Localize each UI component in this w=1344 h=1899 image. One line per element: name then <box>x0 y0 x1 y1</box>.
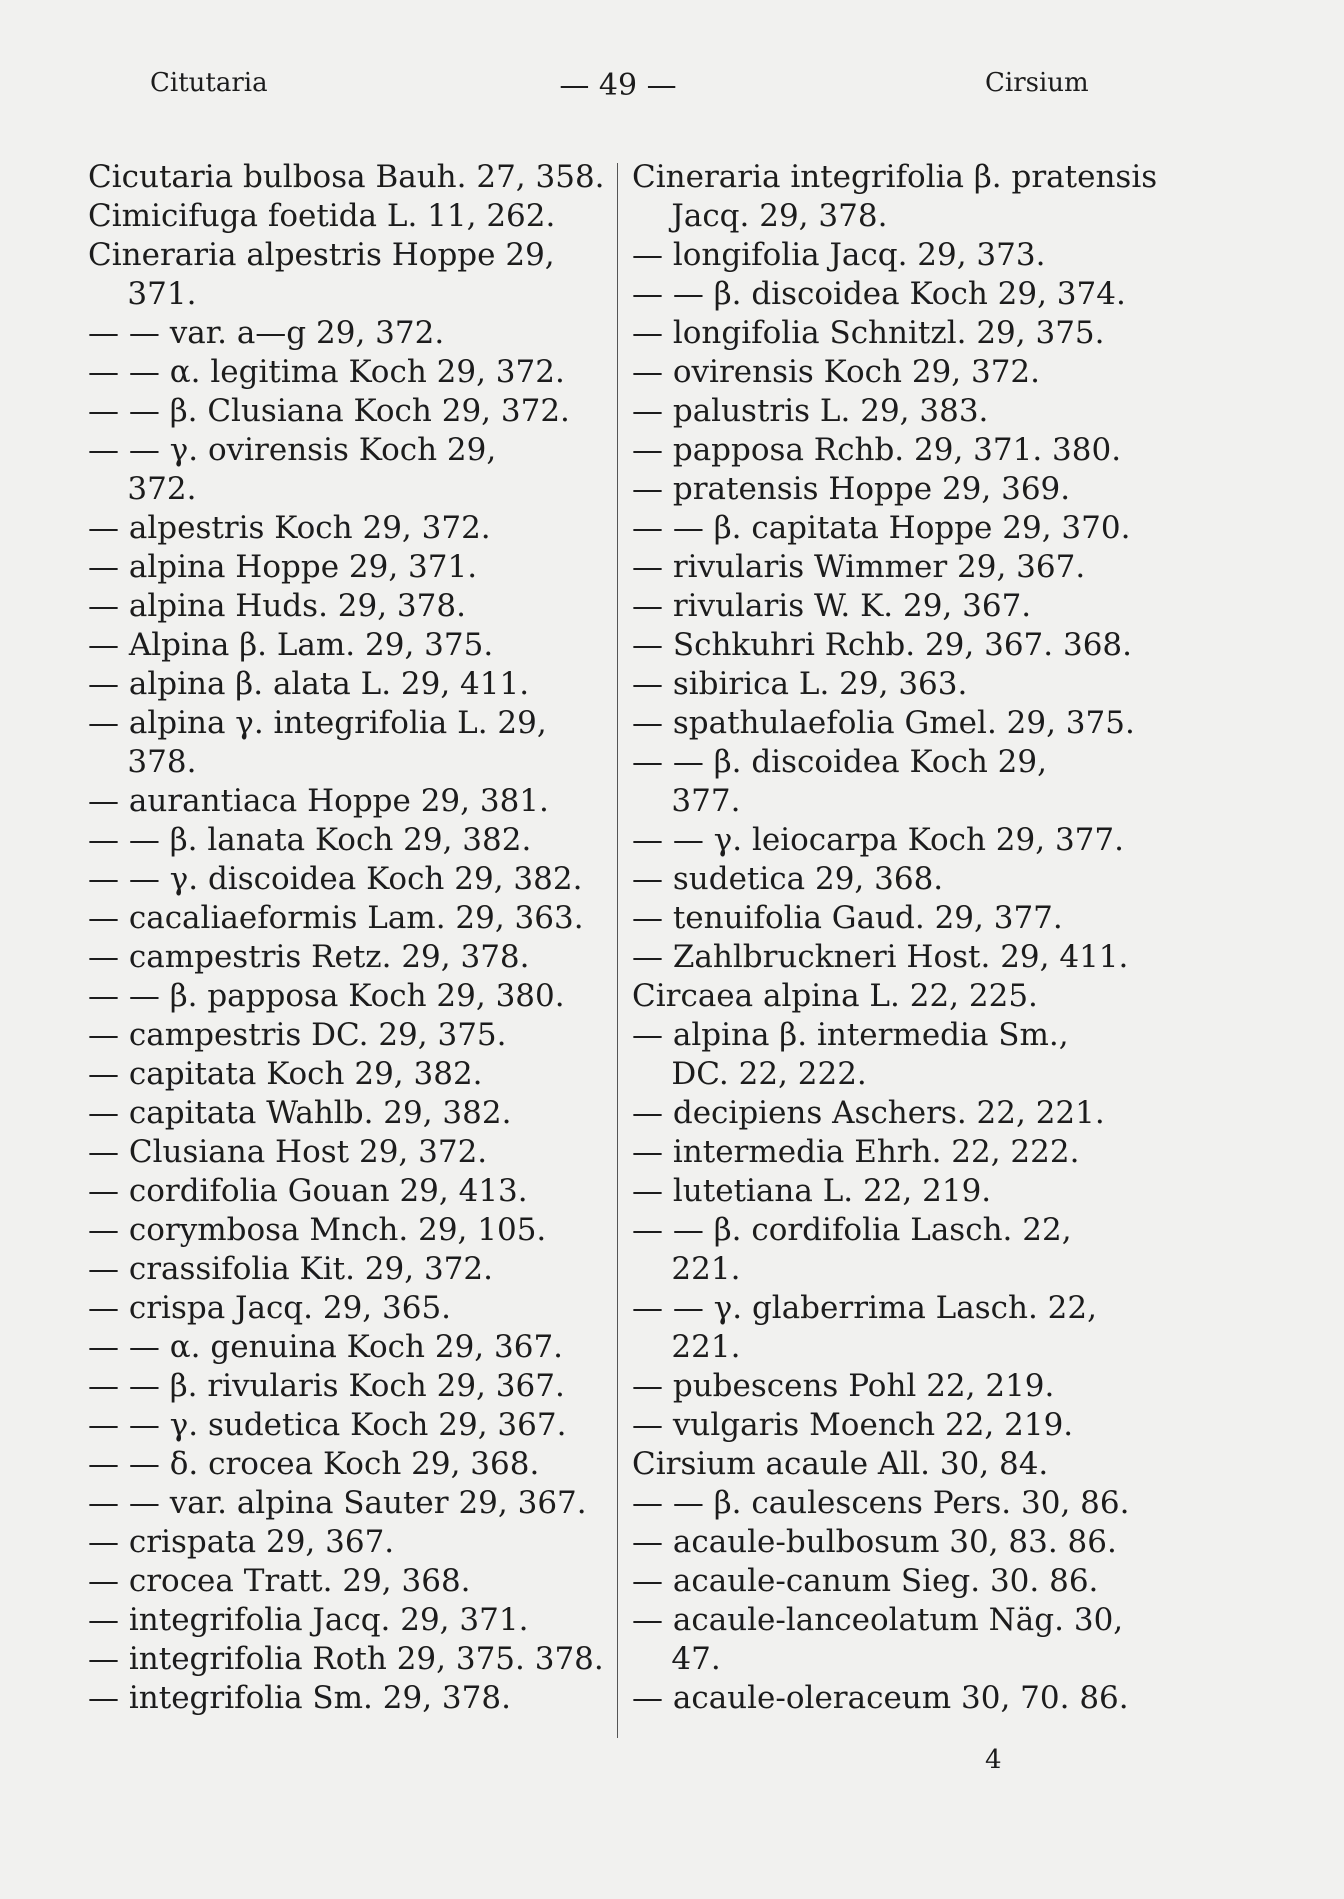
index-entry: — alpina γ. integrifolia L. 29, <box>88 705 547 741</box>
index-column-right <box>632 158 1167 1718</box>
index-column-left <box>88 158 610 1718</box>
signature-mark: 4 <box>985 1745 1002 1775</box>
index-entry: — Schkuhri Rchb. 29, 367. 368. <box>632 627 1132 663</box>
index-entry: — aurantiaca Hoppe 29, 381. <box>88 783 549 819</box>
index-entry: — integrifolia Sm. 29, 378. <box>88 1680 511 1716</box>
index-entry: — crassifolia Kit. 29, 372. <box>88 1251 493 1287</box>
index-entry: — crispa Jacq. 29, 365. <box>88 1290 452 1326</box>
index-entry: — intermedia Ehrh. 22, 222. <box>632 1134 1080 1170</box>
running-head-left: Citutaria <box>150 68 268 98</box>
index-entry: — — β. caulescens Pers. 30, 86. <box>632 1485 1130 1521</box>
index-entry: — alpina Hoppe 29, 371. <box>88 549 478 585</box>
index-entry: — alpina Huds. 29, 378. <box>88 588 466 624</box>
running-head-right: Cirsium <box>985 68 1089 98</box>
index-entry: — — γ. ovirensis Koch 29, <box>88 432 497 468</box>
index-entry: — crocea Tratt. 29, 368. <box>88 1563 471 1599</box>
index-entry: Cineraria integrifolia β. pratensis <box>632 159 1158 195</box>
index-entry: — Clusiana Host 29, 372. <box>88 1134 488 1170</box>
index-entry: — alpestris Koch 29, 372. <box>88 510 491 546</box>
index-entry: — capitata Koch 29, 382. <box>88 1056 483 1092</box>
index-entry: — sudetica 29, 368. <box>632 861 944 897</box>
index-entry: — — α. genuina Koch 29, 367. <box>88 1329 564 1365</box>
index-entry: — rivularis W. K. 29, 367. <box>632 588 1032 624</box>
index-entry: 372. <box>88 471 197 507</box>
index-entry: 378. <box>88 744 197 780</box>
index-entry: — acaule-lanceolatum Näg. 30, <box>632 1602 1124 1638</box>
index-entry: — — β. Clusiana Koch 29, 372. <box>88 393 570 429</box>
index-entry: 221. <box>632 1251 741 1287</box>
index-entry: — pratensis Hoppe 29, 369. <box>632 471 1071 507</box>
index-entry: — — α. legitima Koch 29, 372. <box>88 354 565 390</box>
index-entry: — alpina β. alata L. 29, 411. <box>88 666 530 702</box>
index-entry: — longifolia Schnitzl. 29, 375. <box>632 315 1105 351</box>
index-entry: — corymbosa Mnch. 29, 105. <box>88 1212 547 1248</box>
index-entry: — — β. capitata Hoppe 29, 370. <box>632 510 1131 546</box>
index-entry: — — γ. discoidea Koch 29, 382. <box>88 861 583 897</box>
index-entry: — Zahlbruckneri Host. 29, 411. <box>632 939 1129 975</box>
index-entry: — cordifolia Gouan 29, 413. <box>88 1173 528 1209</box>
index-entry: — tenuifolia Gaud. 29, 377. <box>632 900 1063 936</box>
index-entry: — acaule-canum Sieg. 30. 86. <box>632 1563 1099 1599</box>
index-entry: Circaea alpina L. 22, 225. <box>632 978 1038 1014</box>
index-entry: 221. <box>632 1329 741 1365</box>
index-entry: — — γ. sudetica Koch 29, 367. <box>88 1407 567 1443</box>
index-entry: — acaule-bulbosum 30, 83. 86. <box>632 1524 1117 1560</box>
index-entry: — cacaliaeformis Lam. 29, 363. <box>88 900 584 936</box>
index-entry: — — γ. glaberrima Lasch. 22, <box>632 1290 1097 1326</box>
index-entry: — vulgaris Moench 22, 219. <box>632 1407 1074 1443</box>
index-entry: Cicutaria bulbosa Bauh. 27, 358. <box>88 159 605 195</box>
index-entry: 377. <box>632 783 741 819</box>
index-entry: — papposa Rchb. 29, 371. 380. <box>632 432 1122 468</box>
index-entry: — crispata 29, 367. <box>88 1524 395 1560</box>
index-entry: — decipiens Aschers. 22, 221. <box>632 1095 1105 1131</box>
index-entry: Jacq. 29, 378. <box>632 198 888 234</box>
index-entry: — — β. cordifolia Lasch. 22, <box>632 1212 1072 1248</box>
column-divider <box>617 163 618 1738</box>
index-entry: — alpina β. intermedia Sm., <box>632 1017 1069 1053</box>
page-number: — 49 — <box>559 68 677 103</box>
index-entry: — integrifolia Roth 29, 375. 378. <box>88 1641 604 1677</box>
index-entry: — — β. discoidea Koch 29, <box>632 744 1047 780</box>
index-entry: — pubescens Pohl 22, 219. <box>632 1368 1055 1404</box>
index-entry: — rivularis Wimmer 29, 367. <box>632 549 1086 585</box>
index-entry: — lutetiana L. 22, 219. <box>632 1173 992 1209</box>
index-entry: Cimicifuga foetida L. 11, 262. <box>88 198 556 234</box>
index-entry: — acaule-oleraceum 30, 70. 86. <box>632 1680 1129 1716</box>
index-entry: — — var. a—g 29, 372. <box>88 315 445 351</box>
index-entry: — — β. rivularis Koch 29, 367. <box>88 1368 565 1404</box>
index-entry: — Alpina β. Lam. 29, 375. <box>88 627 494 663</box>
index-entry: — — δ. crocea Koch 29, 368. <box>88 1446 540 1482</box>
index-entry: — — var. alpina Sauter 29, 367. <box>88 1485 587 1521</box>
index-entry: — sibirica L. 29, 363. <box>632 666 968 702</box>
index-entry: 371. <box>88 276 197 312</box>
index-entry: 47. <box>632 1641 721 1677</box>
index-entry: — campestris Retz. 29, 378. <box>88 939 530 975</box>
index-entry: Cineraria alpestris Hoppe 29, <box>88 237 555 273</box>
index-entry: — — β. discoidea Koch 29, 374. <box>632 276 1126 312</box>
index-entry: — campestris DC. 29, 375. <box>88 1017 507 1053</box>
index-entry: — — γ. leiocarpa Koch 29, 377. <box>632 822 1124 858</box>
index-entry: — longifolia Jacq. 29, 373. <box>632 237 1046 273</box>
index-entry: — integrifolia Jacq. 29, 371. <box>88 1602 529 1638</box>
index-entry: — capitata Wahlb. 29, 382. <box>88 1095 512 1131</box>
index-entry: — ovirensis Koch 29, 372. <box>632 354 1041 390</box>
index-entry: — spathulaefolia Gmel. 29, 375. <box>632 705 1135 741</box>
index-entry: — — β. lanata Koch 29, 382. <box>88 822 532 858</box>
index-entry: — palustris L. 29, 383. <box>632 393 989 429</box>
index-entry: Cirsium acaule All. 30, 84. <box>632 1446 1049 1482</box>
index-entry: DC. 22, 222. <box>632 1056 867 1092</box>
index-entry: — — β. papposa Koch 29, 380. <box>88 978 565 1014</box>
